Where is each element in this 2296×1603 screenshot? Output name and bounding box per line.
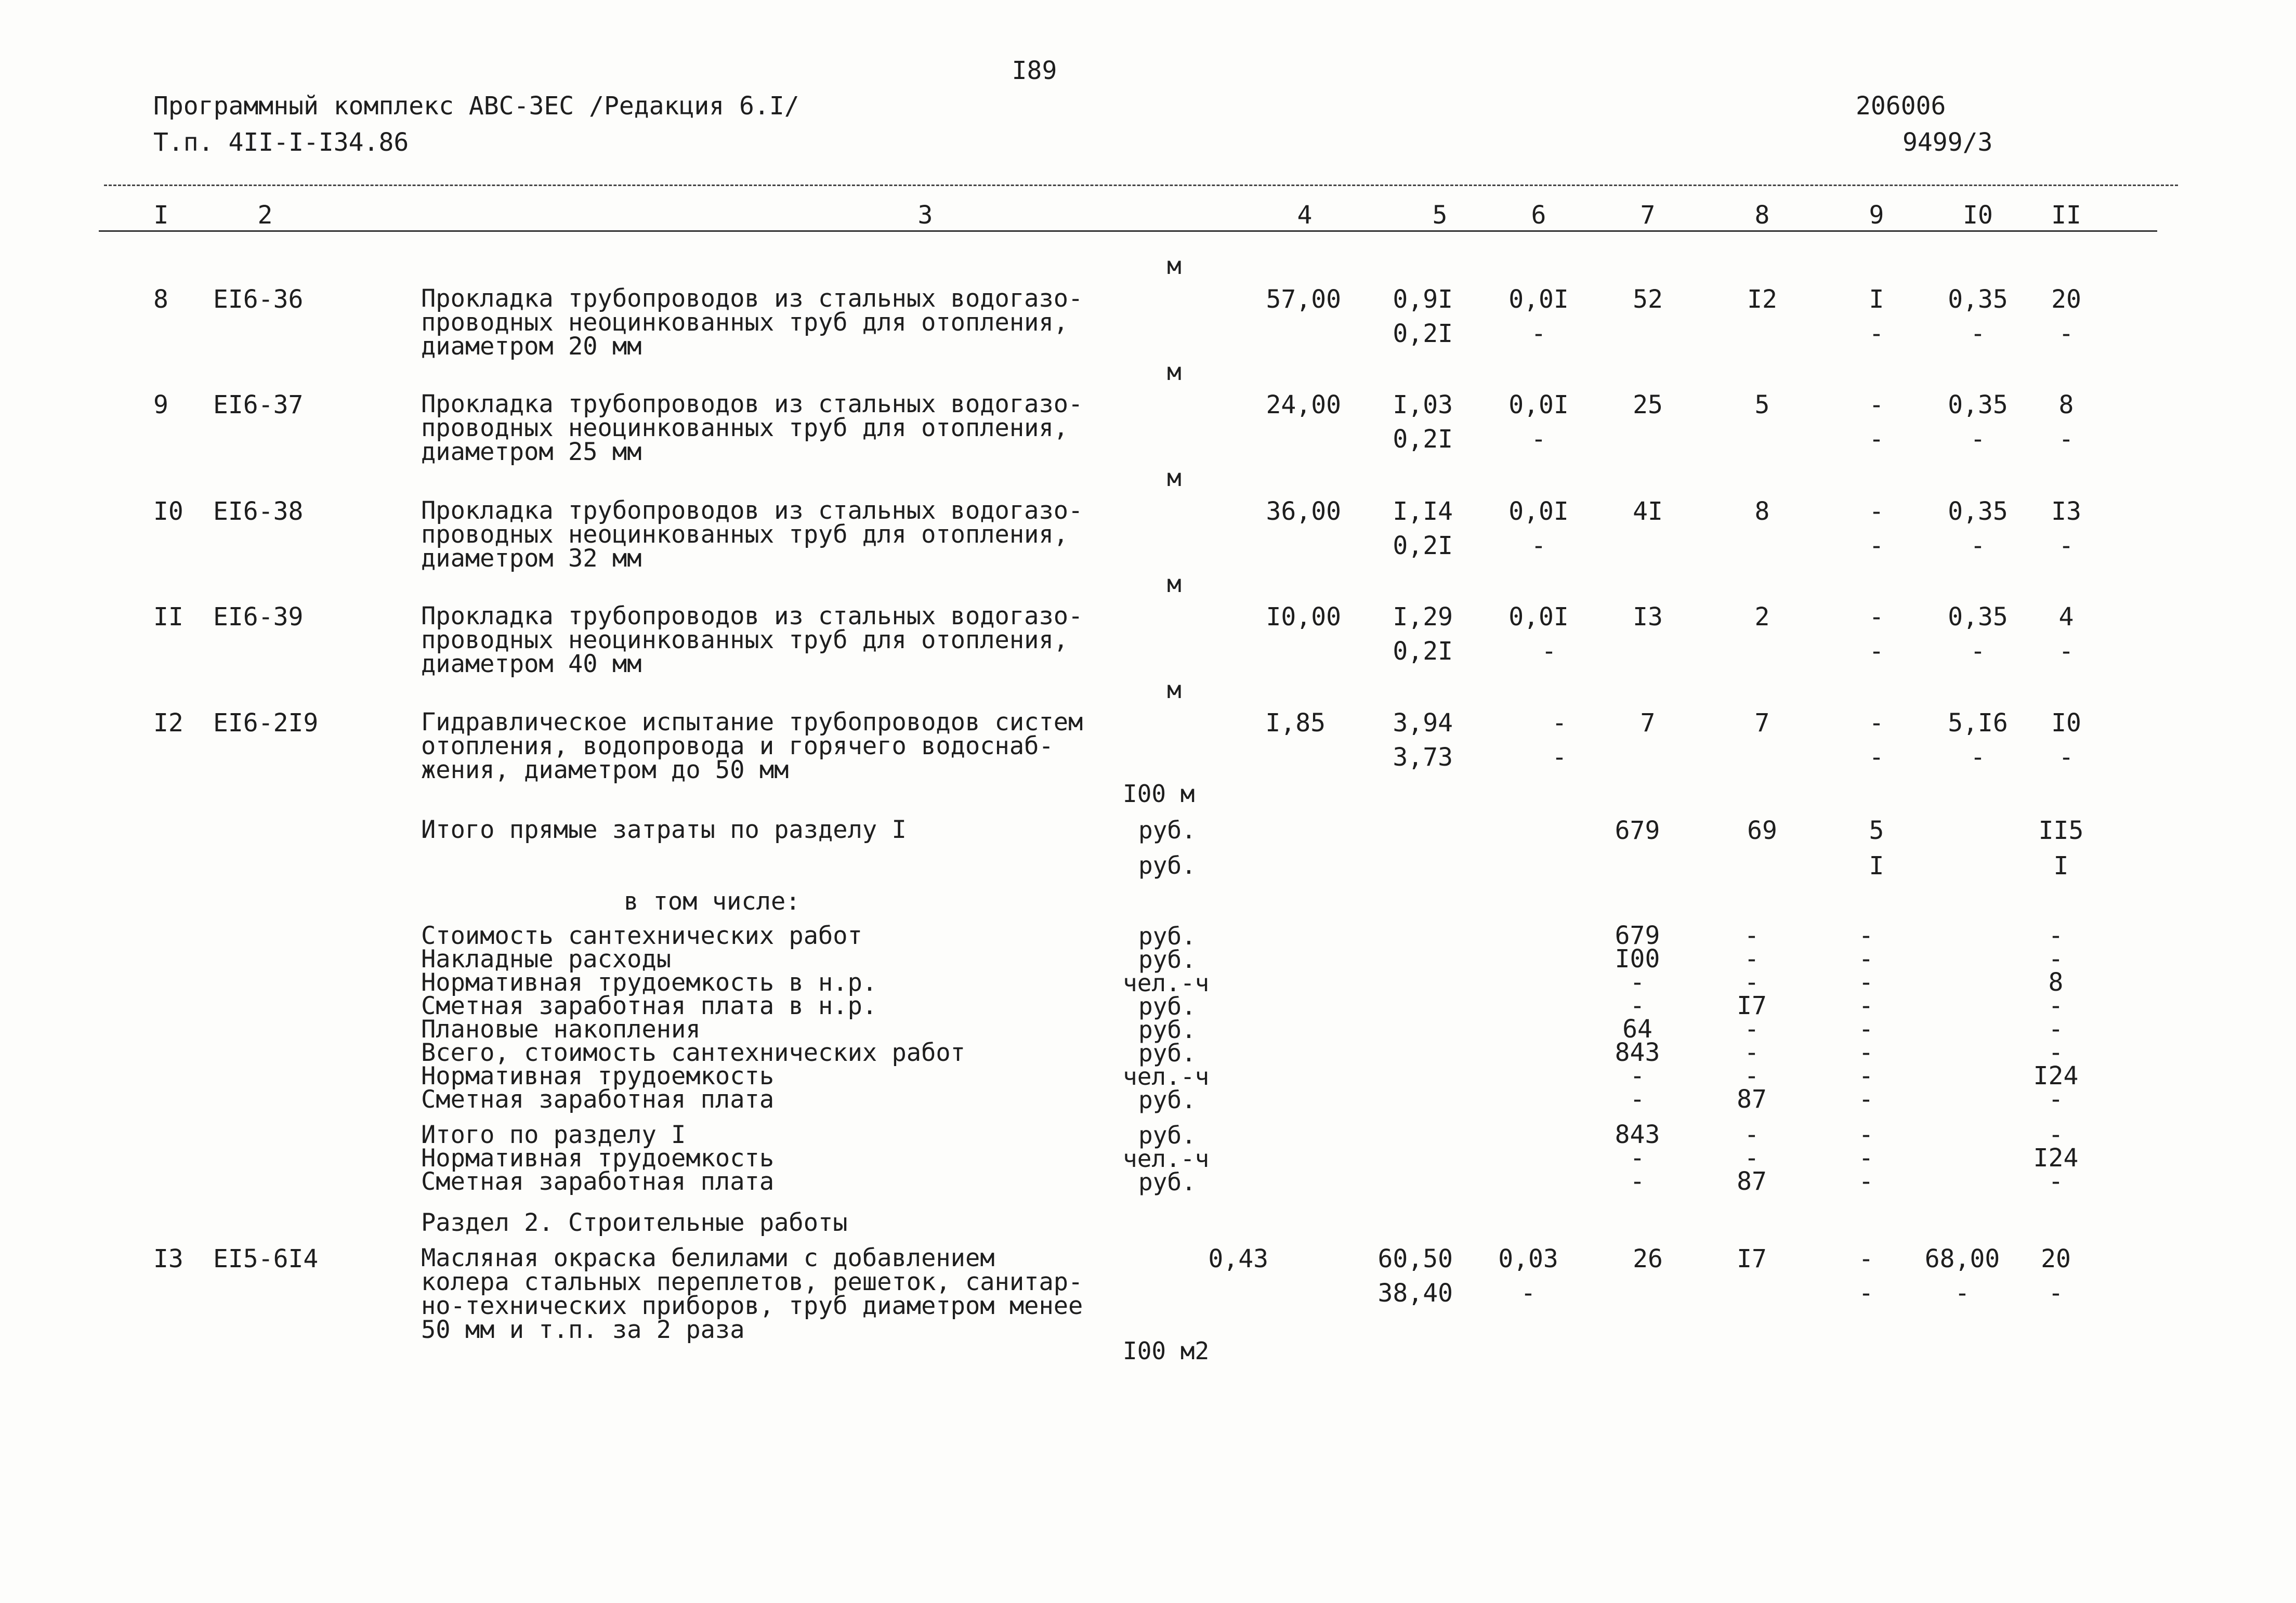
breakdown-unit: чел.-ч bbox=[1123, 1062, 1210, 1090]
page-number: I89 bbox=[1012, 56, 1057, 85]
col10-value: 0,35 bbox=[1948, 285, 2008, 314]
row-unit: м bbox=[1167, 252, 1182, 280]
column-header: II bbox=[2051, 201, 2081, 230]
row-description-line: диаметром 32 мм bbox=[421, 544, 642, 573]
breakdown-label: Плановые накопления bbox=[421, 1015, 701, 1044]
row-unit: м bbox=[1167, 570, 1182, 598]
col9-value: - bbox=[1869, 708, 1884, 738]
col5-value: 0,2I bbox=[1393, 319, 1453, 348]
col6-value: 0,0I bbox=[1508, 390, 1569, 419]
col6-value: - bbox=[1531, 531, 1546, 560]
col11-value: - bbox=[2048, 921, 2064, 950]
project-code: Т.п. 4II-I-I34.86 bbox=[153, 128, 409, 157]
col5-value: 38,40 bbox=[1377, 1279, 1453, 1308]
col11-value: - bbox=[2048, 1167, 2064, 1196]
breakdown-label: Всего, стоимость сантехнических работ bbox=[421, 1039, 965, 1067]
section-total-unit: руб. bbox=[1138, 1121, 1196, 1149]
col11-value: 20 bbox=[2041, 1244, 2071, 1273]
col6-value: 0,0I bbox=[1508, 602, 1569, 632]
col7-value: 843 bbox=[1615, 1120, 1660, 1149]
col9-value: - bbox=[1869, 497, 1884, 526]
col11-value: - bbox=[2058, 637, 2074, 666]
row-number: I0 bbox=[153, 497, 183, 526]
col9-value: I bbox=[1869, 851, 1884, 881]
row-description-line: отопления, водопровода и горячего водоснаб- bbox=[421, 732, 1054, 760]
col11-value: - bbox=[2048, 1038, 2064, 1067]
col11-value: I24 bbox=[2033, 1061, 2079, 1090]
total-unit: руб. bbox=[1138, 816, 1196, 844]
col4-value: I,85 bbox=[1265, 708, 1326, 738]
col11-value: - bbox=[2048, 944, 2064, 974]
col8-value: 8 bbox=[1754, 497, 1770, 526]
program-title: Программный комплекс АВС-3ЕС /Редакция 6.I/ bbox=[153, 91, 799, 121]
col9-value: - bbox=[1858, 1244, 1874, 1273]
col8-value: I7 bbox=[1737, 991, 1767, 1020]
col9-value: - bbox=[1869, 390, 1884, 419]
col10-value: - bbox=[1970, 531, 1986, 560]
col8-value: - bbox=[1744, 921, 1760, 950]
section-total-unit: чел.-ч bbox=[1123, 1145, 1210, 1173]
col9-value: - bbox=[1858, 1061, 1874, 1090]
row-description-line: Прокладка трубопроводов из стальных водогазо- bbox=[421, 284, 1083, 313]
column-header: 9 bbox=[1869, 201, 1884, 230]
col7-value: - bbox=[1630, 1085, 1645, 1114]
col11-value: - bbox=[2048, 1015, 2064, 1044]
breakdown-unit: руб. bbox=[1138, 945, 1196, 974]
col5-value: 60,50 bbox=[1377, 1244, 1453, 1273]
row-description-line: Прокладка трубопроводов из стальных водогазо- bbox=[421, 602, 1083, 630]
col10-value: 68,00 bbox=[1924, 1244, 2000, 1273]
column-header: 3 bbox=[917, 201, 933, 230]
col8-value: 2 bbox=[1754, 602, 1770, 632]
row-unit: I00 м2 bbox=[1123, 1337, 1210, 1365]
col7-value: 25 bbox=[1633, 390, 1663, 419]
col11-value: - bbox=[2058, 743, 2074, 772]
total-unit: руб. bbox=[1138, 851, 1196, 879]
row-code: EI6-39 bbox=[213, 602, 304, 632]
row-code: EI6-37 bbox=[213, 390, 304, 419]
col9-value: - bbox=[1869, 425, 1884, 454]
col10-value: - bbox=[1970, 319, 1986, 348]
col8-value: 5 bbox=[1754, 390, 1770, 419]
col10-value: - bbox=[1970, 425, 1986, 454]
col8-value: - bbox=[1744, 1144, 1760, 1173]
breakdown-unit: руб. bbox=[1138, 992, 1196, 1020]
document-ref: 9499/3 bbox=[1903, 128, 1993, 157]
col5-value: 0,2I bbox=[1393, 425, 1453, 454]
col7-value: 7 bbox=[1640, 708, 1656, 738]
col5-value: I,29 bbox=[1393, 602, 1453, 632]
row-description-line: проводных неоцинкованных труб для отопления, bbox=[421, 626, 1069, 654]
breakdown-unit: руб. bbox=[1138, 1086, 1196, 1114]
col11-value: 8 bbox=[2058, 390, 2074, 419]
breakdown-label: Сметная заработная плата в н.р. bbox=[421, 992, 877, 1020]
col9-value: - bbox=[1858, 1120, 1874, 1149]
section-total-label: Сметная заработная плата bbox=[421, 1167, 775, 1196]
col10-value: - bbox=[1954, 1279, 1970, 1308]
row-description-line: проводных неоцинкованных труб для отопления, bbox=[421, 308, 1069, 337]
col6-value: 0,0I bbox=[1508, 285, 1569, 314]
column-header: 7 bbox=[1640, 201, 1656, 230]
col11-value: 20 bbox=[2051, 285, 2081, 314]
col10-value: 5,I6 bbox=[1948, 708, 2008, 738]
col8-value: - bbox=[1744, 1120, 1760, 1149]
col7-value: - bbox=[1630, 1167, 1645, 1196]
col7-value: 843 bbox=[1615, 1038, 1660, 1067]
col5-value: 0,9I bbox=[1393, 285, 1453, 314]
section-title: Раздел 2. Строительные работы bbox=[421, 1208, 848, 1237]
row-description-line: 50 мм и т.п. за 2 раза bbox=[421, 1316, 745, 1344]
breakdown-unit: чел.-ч bbox=[1123, 969, 1210, 997]
col9-value: - bbox=[1858, 944, 1874, 974]
col6-value: 0,0I bbox=[1508, 497, 1569, 526]
col10-value: - bbox=[1970, 637, 1986, 666]
breakdown-label: Сметная заработная плата bbox=[421, 1085, 775, 1114]
row-description-line: Масляная окраска белилами с добавлением bbox=[421, 1244, 995, 1272]
col9-value: - bbox=[1858, 1015, 1874, 1044]
col11-value: 8 bbox=[2048, 968, 2064, 997]
col7-value: 4I bbox=[1633, 497, 1663, 526]
col10-value: - bbox=[1970, 743, 1986, 772]
col8-value: 87 bbox=[1737, 1167, 1767, 1196]
breakdown-unit: руб. bbox=[1138, 1039, 1196, 1067]
row-code: EI6-36 bbox=[213, 285, 304, 314]
col7-value: 679 bbox=[1615, 816, 1660, 845]
row-code: EI6-38 bbox=[213, 497, 304, 526]
col9-value: - bbox=[1869, 531, 1884, 560]
col9-value: - bbox=[1858, 1279, 1874, 1308]
column-header: 5 bbox=[1432, 201, 1448, 230]
col8-value: - bbox=[1744, 1038, 1760, 1067]
row-unit: м bbox=[1167, 464, 1182, 492]
col10-value: 0,35 bbox=[1948, 602, 2008, 632]
row-unit: I00 м bbox=[1123, 780, 1195, 808]
col8-value: 7 bbox=[1754, 708, 1770, 738]
total-label: Итого прямые затраты по разделу I bbox=[421, 816, 907, 844]
col8-value: - bbox=[1744, 1061, 1760, 1090]
breakdown-label: Стоимость сантехнических работ bbox=[421, 922, 862, 950]
col11-value: I3 bbox=[2051, 497, 2081, 526]
col9-value: - bbox=[1858, 1167, 1874, 1196]
header-rule-bottom bbox=[99, 230, 2157, 232]
col8-value: - bbox=[1744, 944, 1760, 974]
col9-value: - bbox=[1869, 319, 1884, 348]
row-description-line: колера стальных переплетов, решеток, санитар- bbox=[421, 1268, 1083, 1296]
row-number: II bbox=[153, 602, 183, 632]
col11-value: - bbox=[2058, 319, 2074, 348]
row-number: 8 bbox=[153, 285, 168, 314]
col10-value: 0,35 bbox=[1948, 497, 2008, 526]
column-header: I bbox=[153, 201, 169, 230]
row-unit: м bbox=[1167, 358, 1182, 386]
col9-value: - bbox=[1858, 1144, 1874, 1173]
col7-value: I3 bbox=[1633, 602, 1663, 632]
breakdown-unit: руб. bbox=[1138, 922, 1196, 950]
col5-value: 3,73 bbox=[1393, 743, 1453, 772]
row-description-line: жения, диаметром до 50 мм bbox=[421, 756, 789, 784]
row-number: I3 bbox=[153, 1244, 183, 1273]
col8-value: I7 bbox=[1737, 1244, 1767, 1273]
row-unit-marker: м bbox=[1167, 676, 1182, 704]
col8-value: - bbox=[1744, 1015, 1760, 1044]
col6-value: - bbox=[1520, 1279, 1536, 1308]
col9-value: - bbox=[1858, 1085, 1874, 1114]
col9-value: I bbox=[1869, 285, 1884, 314]
column-header: 8 bbox=[1754, 201, 1770, 230]
document-code: 206006 bbox=[1856, 91, 1946, 121]
col8-value: 87 bbox=[1737, 1085, 1767, 1114]
row-description-line: диаметром 25 мм bbox=[421, 438, 642, 466]
col4-value: I0,00 bbox=[1266, 602, 1341, 632]
breakdown-label: Нормативная трудоемкость bbox=[421, 1062, 775, 1090]
row-description-line: но-технических приборов, труб диаметром менее bbox=[421, 1292, 1083, 1320]
col11-value: - bbox=[2048, 1085, 2064, 1114]
col11-value: I24 bbox=[2033, 1144, 2079, 1173]
column-header: 4 bbox=[1297, 201, 1313, 230]
section-total-label: Нормативная трудоемкость bbox=[421, 1144, 775, 1173]
column-header: 6 bbox=[1531, 201, 1546, 230]
col7-value: - bbox=[1630, 1061, 1645, 1090]
including-label: в том числе: bbox=[624, 887, 801, 916]
col5-value: 3,94 bbox=[1393, 708, 1453, 738]
col5-value: 0,2I bbox=[1393, 637, 1453, 666]
col11-value: II5 bbox=[2038, 816, 2084, 845]
row-description-line: диаметром 40 мм bbox=[421, 650, 642, 678]
col11-value: - bbox=[2048, 1279, 2064, 1308]
row-number: 9 bbox=[153, 390, 168, 419]
row-description-line: диаметром 20 мм bbox=[421, 332, 642, 361]
breakdown-label: Накладные расходы bbox=[421, 945, 672, 974]
row-description-line: проводных неоцинкованных труб для отопления, bbox=[421, 414, 1069, 442]
col5-value: 0,2I bbox=[1393, 531, 1453, 560]
row-code: EI5-6I4 bbox=[213, 1244, 319, 1273]
col9-value: - bbox=[1869, 743, 1884, 772]
col6-value: - bbox=[1552, 743, 1567, 772]
col11-value: - bbox=[2048, 1120, 2064, 1149]
col5-value: I,03 bbox=[1393, 390, 1453, 419]
col6-value: 0,03 bbox=[1498, 1244, 1558, 1273]
col11-value: I0 bbox=[2051, 708, 2081, 738]
col9-value: - bbox=[1858, 921, 1874, 950]
col11-value: - bbox=[2058, 531, 2074, 560]
col8-value: 69 bbox=[1747, 816, 1777, 845]
col7-value: - bbox=[1630, 991, 1645, 1020]
col4-value: 57,00 bbox=[1266, 285, 1341, 314]
col4-value: 36,00 bbox=[1266, 497, 1341, 526]
row-description-line: проводных неоцинкованных труб для отопления, bbox=[421, 520, 1069, 549]
col9-value: - bbox=[1858, 991, 1874, 1020]
col9-value: 5 bbox=[1869, 816, 1884, 845]
section-total-unit: руб. bbox=[1138, 1168, 1196, 1196]
col6-value: - bbox=[1541, 637, 1557, 666]
col7-value: - bbox=[1630, 1144, 1645, 1173]
col8-value: - bbox=[1744, 968, 1760, 997]
col8-value: I2 bbox=[1747, 285, 1777, 314]
col6-value: - bbox=[1531, 425, 1546, 454]
col10-value: 0,35 bbox=[1948, 390, 2008, 419]
section-total-label: Итого по разделу I bbox=[421, 1121, 686, 1149]
column-header: I0 bbox=[1963, 201, 1993, 230]
col11-value: 4 bbox=[2058, 602, 2074, 632]
col6-value: - bbox=[1552, 708, 1567, 738]
column-header: 2 bbox=[257, 201, 273, 230]
col4-value: 0,43 bbox=[1208, 1244, 1268, 1273]
col6-value: - bbox=[1531, 319, 1546, 348]
col9-value: - bbox=[1858, 968, 1874, 997]
col7-value: I00 bbox=[1615, 944, 1660, 974]
col9-value: - bbox=[1869, 637, 1884, 666]
col11-value: - bbox=[2048, 991, 2064, 1020]
row-description-line: Прокладка трубопроводов из стальных водогазо- bbox=[421, 390, 1083, 418]
col7-value: 26 bbox=[1633, 1244, 1663, 1273]
row-code: EI6-2I9 bbox=[213, 708, 319, 738]
header-rule-top bbox=[104, 185, 2178, 186]
row-description-line: Гидравлическое испытание трубопроводов систем bbox=[421, 708, 1083, 737]
col7-value: 52 bbox=[1633, 285, 1663, 314]
col11-value: I bbox=[2053, 851, 2069, 881]
col5-value: I,I4 bbox=[1393, 497, 1453, 526]
row-description-line: Прокладка трубопроводов из стальных водогазо- bbox=[421, 496, 1083, 525]
col7-value: - bbox=[1630, 968, 1645, 997]
col7-value: 679 bbox=[1615, 921, 1660, 950]
col11-value: - bbox=[2058, 425, 2074, 454]
breakdown-unit: руб. bbox=[1138, 1016, 1196, 1044]
breakdown-label: Нормативная трудоемкость в н.р. bbox=[421, 968, 877, 997]
col7-value: 64 bbox=[1622, 1015, 1652, 1044]
col9-value: - bbox=[1869, 602, 1884, 632]
col9-value: - bbox=[1858, 1038, 1874, 1067]
col4-value: 24,00 bbox=[1266, 390, 1341, 419]
row-number: I2 bbox=[153, 708, 183, 738]
